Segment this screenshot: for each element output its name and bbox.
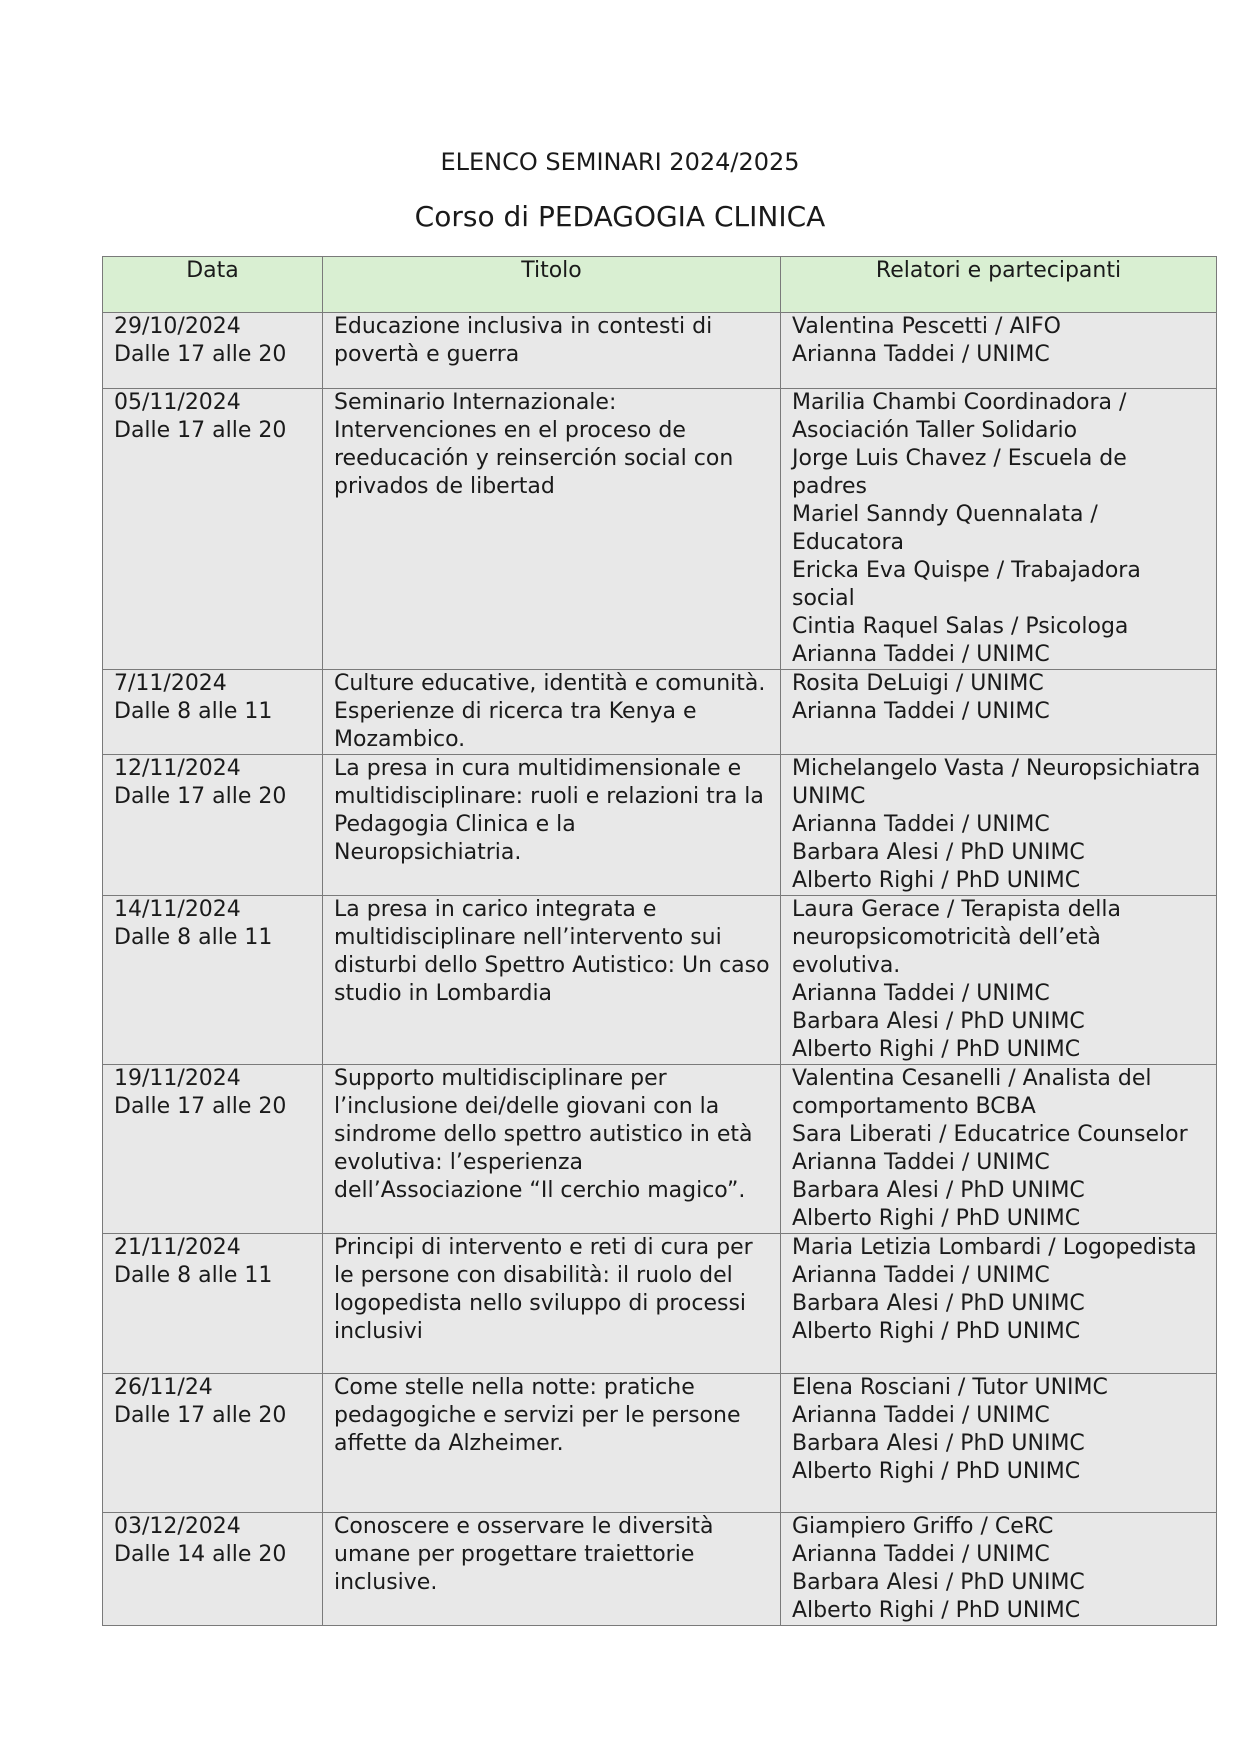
time: Dalle 17 alle 20 — [114, 342, 287, 367]
time: Dalle 17 alle 20 — [114, 1403, 287, 1428]
title-cell — [323, 1234, 781, 1374]
time: Dalle 17 alle 20 — [114, 784, 287, 809]
date-cell — [103, 670, 323, 755]
speaker: Maria Letizia Lombardi / Logopedista — [792, 1235, 1197, 1260]
speakers-cell — [781, 896, 1217, 1065]
seminar-title: Principi di intervento e reti di cura per le persone con disabilità: il ruolo del logopedista nello sviluppo di processi inclusivi — [334, 1235, 753, 1344]
table-row — [103, 313, 1217, 389]
course-title: Corso di PEDAGOGIA CLINICA — [414, 200, 826, 233]
speakers-cell — [781, 1374, 1217, 1513]
speaker: Ericka Eva Quispe / Trabajadora social — [792, 558, 1141, 611]
speakers-cell — [781, 1234, 1217, 1374]
speaker: Arianna Taddei / UNIMC — [792, 699, 1050, 724]
speaker: Barbara Alesi / PhD UNIMC — [792, 1291, 1085, 1316]
date: 29/10/2024 — [114, 314, 241, 339]
seminar-title: Seminario Internazionale: Intervenciones en el proceso de reeducación y reinserción social con privados de libertad — [334, 390, 734, 499]
seminar-title: Culture educative, identità e comunità. Esperienze di ricerca tra Kenya e Mozambico. — [334, 671, 766, 752]
date-cell — [103, 1374, 323, 1513]
title-cell — [323, 1374, 781, 1513]
date-cell — [103, 1513, 323, 1626]
speaker: Elena Rosciani / Tutor UNIMC — [792, 1375, 1108, 1400]
title-cell — [323, 755, 781, 896]
seminar-title: Educazione inclusiva in contesti di povertà e guerra — [334, 314, 713, 367]
speaker: Mariel Sanndy Quennalata / Educatora — [792, 502, 1098, 555]
date-cell — [103, 1234, 323, 1374]
speaker: Cintia Raquel Salas / Psicologa — [792, 614, 1129, 639]
speaker: Michelangelo Vasta / Neuropsichiatra UNIMC — [792, 756, 1201, 809]
speaker: Alberto Righi / PhD UNIMC — [792, 1319, 1081, 1344]
speaker: Marilia Chambi Coordinadora / Asociación Taller Solidario — [792, 390, 1127, 443]
date: 19/11/2024 — [114, 1066, 241, 1091]
list-title — [0, 148, 1240, 176]
table-row — [103, 389, 1217, 670]
seminar-title: La presa in cura multidimensionale e multidisciplinare: ruoli e relazioni tra la Pedagogia Clinica e la Neuropsichiatria. — [334, 756, 764, 865]
date: 03/12/2024 — [114, 1514, 241, 1539]
speaker: Arianna Taddei / UNIMC — [792, 1542, 1050, 1567]
speaker: Arianna Taddei / UNIMC — [792, 1150, 1050, 1175]
title-cell — [323, 389, 781, 670]
table-header-row — [103, 257, 1217, 313]
speaker: Valentina Cesanelli / Analista del comportamento BCBA — [792, 1066, 1152, 1119]
list-title-text: ELENCO SEMINARI 2024/2025 — [440, 148, 800, 176]
date-cell — [103, 755, 323, 896]
title-cell — [323, 670, 781, 755]
table-row — [103, 1065, 1217, 1234]
speakers-cell — [781, 1513, 1217, 1626]
speaker: Laura Gerace / Terapista della neuropsicomotricità dell’età evolutiva. — [792, 897, 1121, 978]
speaker: Arianna Taddei / UNIMC — [792, 812, 1050, 837]
table-row — [103, 1513, 1217, 1626]
time: Dalle 17 alle 20 — [114, 418, 287, 443]
date-cell — [103, 313, 323, 389]
table-row — [103, 670, 1217, 755]
speaker: Giampiero Griffo / CeRC — [792, 1514, 1054, 1539]
speakers-cell — [781, 755, 1217, 896]
speakers-cell — [781, 313, 1217, 389]
speaker: Alberto Righi / PhD UNIMC — [792, 868, 1081, 893]
speaker: Alberto Righi / PhD UNIMC — [792, 1598, 1081, 1623]
time: Dalle 14 alle 20 — [114, 1542, 287, 1567]
speaker: Arianna Taddei / UNIMC — [792, 981, 1050, 1006]
date-cell — [103, 389, 323, 670]
date: 14/11/2024 — [114, 897, 241, 922]
speaker: Alberto Righi / PhD UNIMC — [792, 1037, 1081, 1062]
title-cell — [323, 1065, 781, 1234]
speakers-cell — [781, 670, 1217, 755]
time: Dalle 17 alle 20 — [114, 1094, 287, 1119]
date: 26/11/24 — [114, 1375, 213, 1400]
seminar-title: Supporto multidisciplinare per l’inclusione dei/delle giovani con la sindrome dello spettro autistico in età evolutiva: l’esperienza dell’Associazione “Il cerchio magico”. — [334, 1066, 753, 1203]
seminars-table — [102, 256, 1217, 1626]
table-row — [103, 1234, 1217, 1374]
time: Dalle 8 alle 11 — [114, 699, 273, 724]
seminar-title: Come stelle nella notte: pratiche pedagogiche e servizi per le persone affette da Alzheimer. — [334, 1375, 741, 1456]
speaker: Barbara Alesi / PhD UNIMC — [792, 1009, 1085, 1034]
speaker: Sara Liberati / Educatrice Counselor — [792, 1122, 1188, 1147]
speaker: Valentina Pescetti / AIFO — [792, 314, 1061, 339]
column-header-titolo: Titolo — [323, 257, 781, 313]
speaker: Barbara Alesi / PhD UNIMC — [792, 840, 1085, 865]
time: Dalle 8 alle 11 — [114, 925, 273, 950]
seminar-title: La presa in carico integrata e multidisciplinare nell’intervento sui disturbi dello Spettro Autistico: Un caso studio in Lombardia — [334, 897, 770, 1006]
speaker: Alberto Righi / PhD UNIMC — [792, 1206, 1081, 1231]
date: 05/11/2024 — [114, 390, 241, 415]
title-cell — [323, 896, 781, 1065]
speaker: Alberto Righi / PhD UNIMC — [792, 1459, 1081, 1484]
table-row — [103, 896, 1217, 1065]
time: Dalle 8 alle 11 — [114, 1263, 273, 1288]
date: 12/11/2024 — [114, 756, 241, 781]
date-cell — [103, 896, 323, 1065]
speaker: Barbara Alesi / PhD UNIMC — [792, 1570, 1085, 1595]
title-cell — [323, 313, 781, 389]
date-cell — [103, 1065, 323, 1234]
seminar-title: Conoscere e osservare le diversità umane per progettare traiettorie inclusive. — [334, 1514, 714, 1595]
speaker: Arianna Taddei / UNIMC — [792, 1263, 1050, 1288]
speakers-cell — [781, 1065, 1217, 1234]
speaker: Arianna Taddei / UNIMC — [792, 342, 1050, 367]
column-header-relatori: Relatori e partecipanti — [781, 257, 1217, 313]
speaker: Barbara Alesi / PhD UNIMC — [792, 1178, 1085, 1203]
date: 21/11/2024 — [114, 1235, 241, 1260]
table-row — [103, 1374, 1217, 1513]
speaker: Barbara Alesi / PhD UNIMC — [792, 1431, 1085, 1456]
speaker: Arianna Taddei / UNIMC — [792, 642, 1050, 667]
speaker: Arianna Taddei / UNIMC — [792, 1403, 1050, 1428]
table-row — [103, 755, 1217, 896]
speakers-cell — [781, 389, 1217, 670]
column-header-data: Data — [103, 257, 323, 313]
date: 7/11/2024 — [114, 671, 227, 696]
speaker: Rosita DeLuigi / UNIMC — [792, 671, 1044, 696]
speaker: Jorge Luis Chavez / Escuela de padres — [792, 446, 1127, 499]
title-cell — [323, 1513, 781, 1626]
